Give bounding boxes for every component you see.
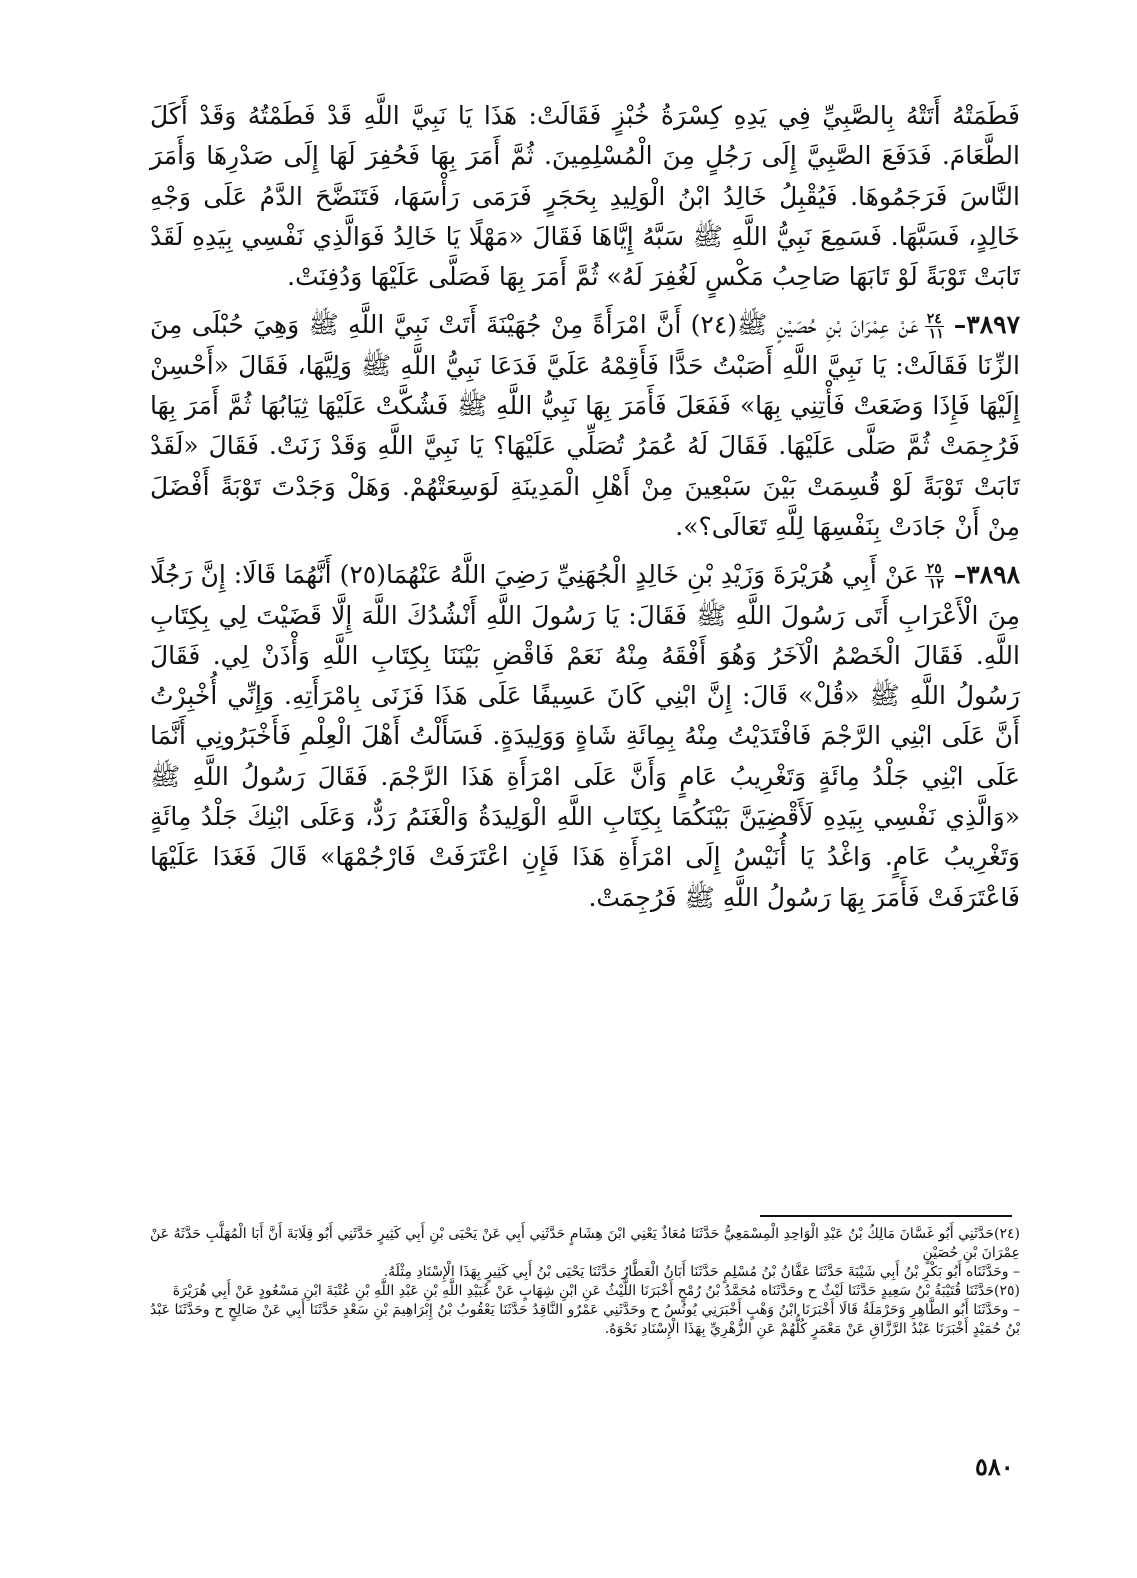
- hadith-text: عَنْ عِمْرَانَ بْنِ حُصَيْنٍ ﷺ(٢٤) أَنَّ امْرَأَةً مِنْ جُهَيْنَةَ أَتَتْ نَبِيَّ اللَّهِ ﷺ وَهِيَ حُبْلَى مِنَ الزِّنَا فَقَالَتْ: يَا نَبِيَّ اللَّهِ أَصَبْتُ حَدًّا فَأَقِمْهُ عَلَيَّ فَدَعَا نَبِيُّ اللَّهِ ﷺ وَلِيَّهَا، فَقَالَ «أَحْسِنْ إِلَيْهَا فَإِذَا وَضَعَتْ فَأْتِنِي بِهَا» فَفَعَلَ فَأَمَرَ بِهَا نَبِيُّ اللَّهِ ﷺ فَشُكَّتْ عَلَيْهَا ثِيَابُهَا ثُمَّ أَمَرَ بِهَا فَرُجِمَتْ ثُمَّ صَلَّى عَلَيْهَا. فَقَالَ لَهُ عُمَرُ تُصَلِّي عَلَيْهَا؟ يَا نَبِيَّ اللَّهِ وَقَدْ زَنَتْ. فَقَالَ «لَقَدْ تَابَتْ تَوْبَةً لَوْ قُسِمَتْ بَيْنَ سَبْعِينَ مِنْ أَهْلِ الْمَدِينَةِ لَوَسِعَتْهُمْ. وَهَلْ وَجَدْتَ تَوْبَةً أَفْضَلَ مِنْ أَنْ جَادَتْ بِنَفْسِهَا لِلَّهِ تَعَالَى؟».: [150, 310, 1020, 541]
- footnotes: [150, 1225, 1020, 1339]
- hadith-text: عَنْ أَبِي هُرَيْرَةَ وَزَيْدِ بْنِ خَالِدٍ الْجُهَنِيِّ رَضِيَ اللَّهُ عَنْهُمَا(٢٥) أَنَّهُمَا قَالَا: إِنَّ رَجُلًا مِنَ الْأَعْرَابِ أَتَى رَسُولَ اللَّهِ ﷺ فَقَالَ: يَا رَسُولَ اللَّهِ أَنْشُدُكَ اللَّهَ إِلَّا قَضَيْتَ لِي بِكِتَابِ اللَّهِ. فَقَالَ الْخَصْمُ الْآخَرُ وَهُوَ أَفْقَهُ مِنْهُ نَعَمْ فَاقْضِ بَيْنَنَا بِكِتَابِ اللَّهِ وَأْذَنْ لِي. فَقَالَ رَسُولُ اللَّهِ ﷺ «قُلْ» قَالَ: إِنَّ ابْنِي كَانَ عَسِيفًا عَلَى هَذَا فَزَنَى بِامْرَأَتِهِ. وَإِنِّي أُخْبِرْتُ أَنَّ عَلَى ابْنِي الرَّجْمَ فَافْتَدَيْتُ مِنْهُ بِمِائَةِ شَاةٍ وَوَلِيدَةٍ. فَسَأَلْتُ أَهْلَ الْعِلْمِ فَأَخْبَرُونِي أَنَّمَا عَلَى ابْنِي جَلْدُ مِائَةٍ وَتَغْرِيبُ عَامٍ وَأَنَّ عَلَى امْرَأَةِ هَذَا الرَّجْمَ. فَقَالَ رَسُولُ اللَّهِ ﷺ «وَالَّذِي نَفْسِي بِيَدِهِ لَأَقْضِيَنَّ بَيْنَكُمَا بِكِتَابِ اللَّهِ الْوَلِيدَةُ وَالْغَنَمُ رَدٌّ، وَعَلَى ابْنِكَ جَلْدُ مِائَةٍ وَتَغْرِيبُ عَامٍ. وَاغْدُ يَا أُنَيْسُ إِلَى امْرَأَةِ هَذَا فَإِنِ اعْتَرَفَتْ فَارْجُمْهَا» قَالَ فَغَدَا عَلَيْهَا فَاعْتَرَفَتْ فَأَمَرَ بِهَا رَسُولُ اللَّهِ ﷺ فَرُجِمَتْ.: [150, 560, 1020, 912]
- fraction-bottom: ١٢: [928, 576, 944, 593]
- hadith-fraction: [925, 562, 944, 591]
- fraction-top: ٢٥: [926, 561, 942, 578]
- footnote-divider: [760, 1215, 1012, 1217]
- hadith-fraction: [925, 312, 944, 341]
- footnote-24-variant: – وحَدَّثَنَاه أَبُو بَكْرِ بْنُ أَبِي شَيْبَةَ حَدَّثَنَا عَفَّانُ بْنُ مُسْلِمٍ حَدَّثَنَا أَبَانُ الْعَطَّارُ حَدَّثَنَا يَحْيَى بْنُ أَبِي كَثِيرٍ بِهَذَا الْإِسْنَادِ مِثْلَهُ.: [383, 1264, 1020, 1280]
- footnote-25: (٢٥)حَدَّثَنَا قُتَيْبَةُ بْنُ سَعِيدٍ حَدَّثَنَا لَيْثٌ ح وحَدَّثَنَاه مُحَمَّدُ بْنُ رُمْحٍ أَخْبَرَنَا اللَّيْثُ عَنِ ابْنِ شِهَابٍ عَنْ عُبَيْدِ اللَّهِ بْنِ عَبْدِ اللَّهِ بْنِ عُتْبَةَ ابْنِ مَسْعُودٍ عَنْ أَبِي هُرَيْرَةَ: [172, 1283, 1020, 1299]
- fraction-bottom: ١١: [928, 326, 944, 343]
- page-number: ٥٨٠: [975, 1452, 1014, 1481]
- fraction-top: ٢٤: [926, 311, 942, 328]
- hadith-number: ٣٨٩٨–: [953, 560, 1020, 590]
- hadith-3898: [150, 555, 1020, 918]
- footnote-24: (٢٤)حَدَّثَنِي أَبُو غَسَّانَ مَالِكُ بْنُ عَبْدِ الْوَاحِدِ الْمِسْمَعِيُّ حَدَّثَنَا مُعَاذٌ يَعْنِي ابْنَ هِشَامٍ حَدَّثَنِي أَبِي عَنْ يَحْيَى بْنِ أَبِي كَثِيرٍ حَدَّثَنِي أَبُو قِلَابَةَ أَنَّ أَبَا الْمُهَلَّبِ حَدَّثَهُ عَنْ عِمْرَانَ بْنِ حُصَيْنٍ: [150, 1226, 1020, 1261]
- hadith-3897: [150, 305, 1020, 547]
- hadith-number: ٣٨٩٧–: [953, 310, 1020, 340]
- paragraph-continuation: [150, 96, 1020, 297]
- footnote-25-variant: – وحَدَّثَنَا أَبُو الطَّاهِرِ وَحَرْمَلَةُ قَالَا أَخْبَرَنَا ابْنُ وَهْبٍ أَخْبَرَنِي يُونُسُ ح وحَدَّثَنِي عَمْرٌو النَّاقِدُ حَدَّثَنَا يَعْقُوبُ بْنُ إِبْرَاهِيمَ بْنِ سَعْدٍ حَدَّثَنَا أَبِي عَنْ صَالِحٍ ح وحَدَّثَنَا عَبْدُ بْنُ حُمَيْدٍ أَخْبَرَنَا عَبْدُ الرَّزَّاقِ عَنْ مَعْمَرٍ كُلُّهُمْ عَنِ الزُّهْرِيِّ بِهَذَا الْإِسْنَادِ نَحْوَهُ.: [150, 1302, 1020, 1337]
- paragraph-text: فَطَمَتْهُ أَتَتْهُ بِالصَّبِيِّ فِي يَدِهِ كِسْرَةُ خُبْزٍ فَقَالَتْ: هَذَا يَا نَبِيَّ اللَّهِ قَدْ فَطَمْتُهُ وَقَدْ أَكَلَ الطَّعَامَ. فَدَفَعَ الصَّبِيَّ إِلَى رَجُلٍ مِنَ الْمُسْلِمِينَ. ثُمَّ أَمَرَ بِهَا فَحُفِرَ لَهَا إِلَى صَدْرِهَا وَأَمَرَ النَّاسَ فَرَجَمُوهَا. فَيُقْبِلُ خَالِدُ ابْنُ الْوَلِيدِ بِحَجَرٍ فَرَمَى رَأْسَهَا، فَتَنَضَّحَ الدَّمُ عَلَى وَجْهِ خَالِدٍ، فَسَبَّهَا. فَسَمِعَ نَبِيُّ اللَّهِ ﷺ سَبَّهُ إِيَّاهَا فَقَالَ «مَهْلًا يَا خَالِدُ فَوَالَّذِي نَفْسِي بِيَدِهِ لَقَدْ تَابَتْ تَوْبَةً لَوْ تَابَهَا صَاحِبُ مَكْسٍ لَغُفِرَ لَهُ» ثُمَّ أَمَرَ بِهَا فَصَلَّى عَلَيْهَا وَدُفِنَتْ.: [150, 101, 1020, 292]
- main-text: [150, 96, 1020, 926]
